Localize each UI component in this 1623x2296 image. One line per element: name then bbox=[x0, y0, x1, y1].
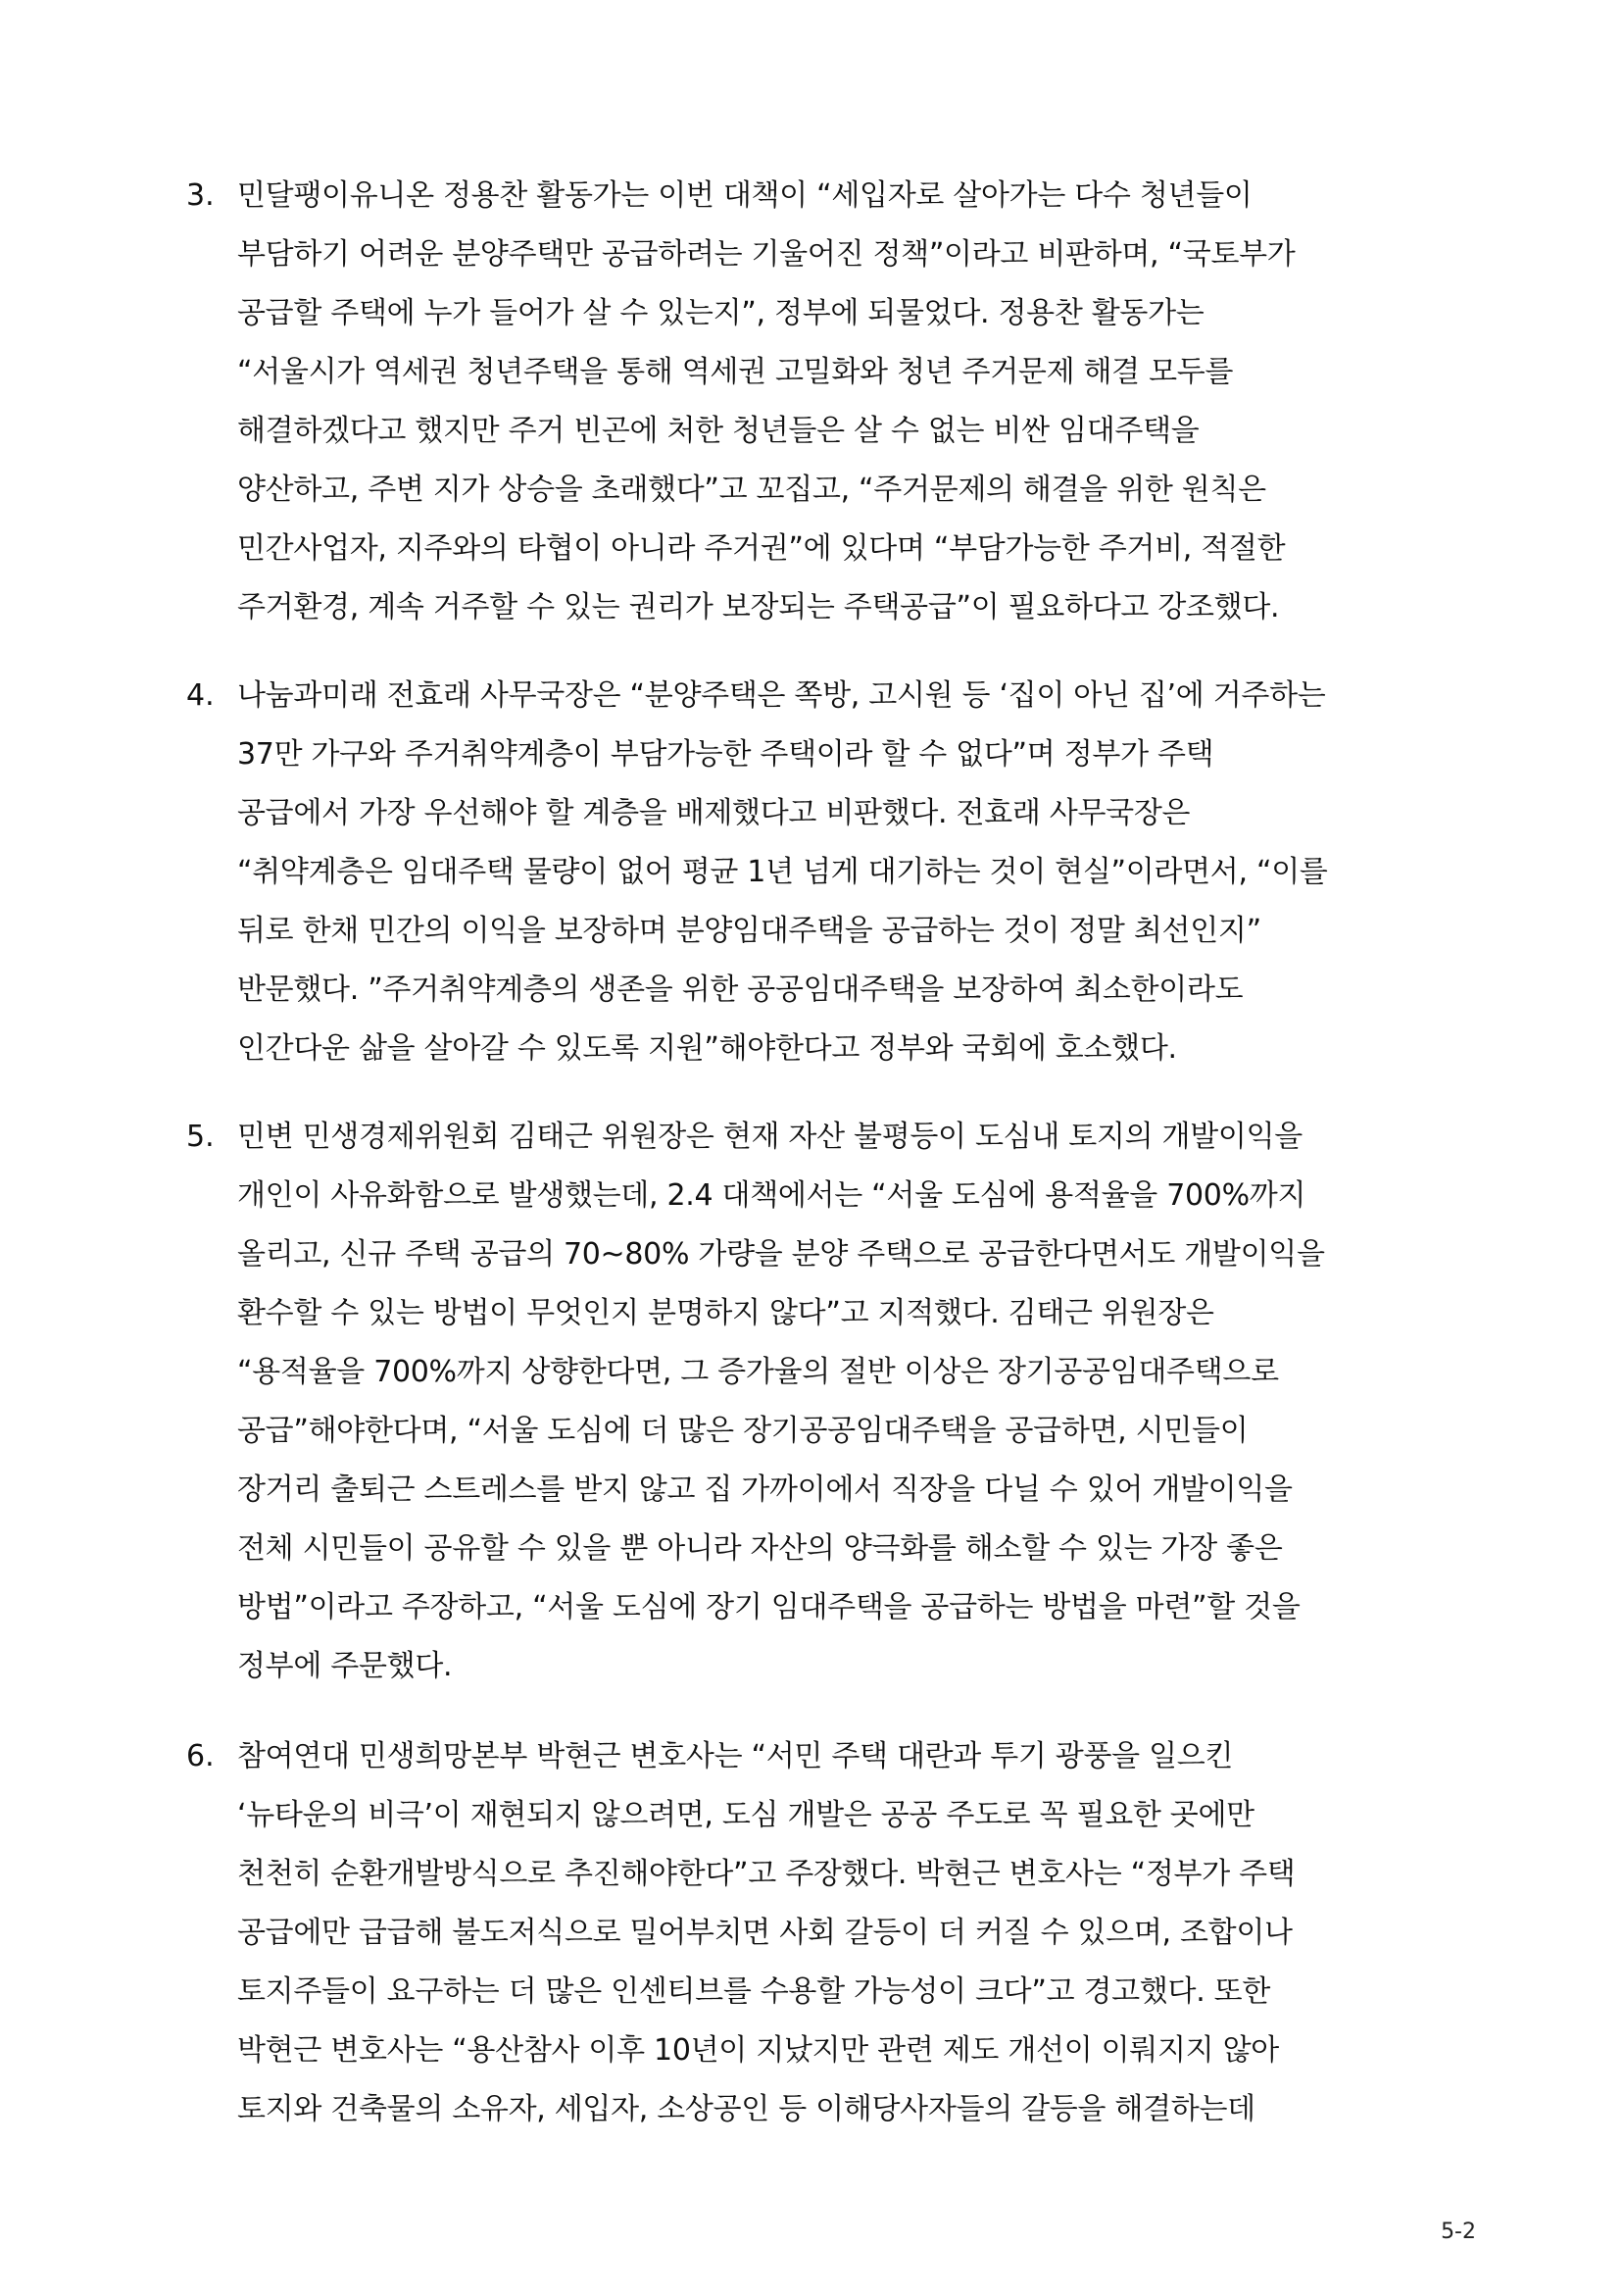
page-number: 5-2 bbox=[1441, 2220, 1476, 2244]
list-item-number: 4. bbox=[186, 678, 215, 713]
paragraph-line: 부담하기 어려운 분양주택만 공급하려는 기울어진 정책”이라고 비판하며, “국토부가 bbox=[237, 237, 1296, 272]
list-item-number: 3. bbox=[186, 178, 215, 213]
list-item-paragraph bbox=[237, 1727, 1296, 2139]
list-item-paragraph bbox=[237, 1108, 1325, 1696]
paragraph-line: “용적율을 700%까지 상향한다면, 그 증가율의 절반 이상은 장기공공임대주택으로 bbox=[237, 1355, 1279, 1389]
paragraph-line: 공급할 주택에 누가 들어가 살 수 있는지”, 정부에 되물었다. 정용찬 활동가는 bbox=[237, 296, 1205, 330]
paragraph-line: 토지주들이 요구하는 더 많은 인센티브를 수용할 가능성이 크다”고 경고했다. 또한 bbox=[237, 1974, 1271, 2009]
paragraph-line: “서울시가 역세권 청년주택을 통해 역세권 고밀화와 청년 주거문제 해결 모두를 bbox=[237, 355, 1234, 389]
paragraph-line: 반문했다. ”주거취약계층의 생존을 위한 공공임대주택을 보장하여 최소한이라도 bbox=[237, 973, 1244, 1007]
paragraph-line: 나눔과미래 전효래 사무국장은 “분양주택은 쪽방, 고시원 등 ‘집이 아닌 집’에 거주하는 bbox=[237, 678, 1326, 713]
paragraph-line: 인간다운 삶을 살아갈 수 있도록 지원”해야한다고 정부와 국회에 호소했다. bbox=[237, 1031, 1177, 1066]
paragraph-line: 민간사업자, 지주와의 타협이 아니라 주거권”에 있다며 “부담가능한 주거비, 적절한 bbox=[237, 531, 1286, 566]
paragraph-line: 주거환경, 계속 거주할 수 있는 권리가 보장되는 주택공급”이 필요하다고 강조했다. bbox=[237, 590, 1280, 624]
paragraph-line: 공급에서 가장 우선해야 할 계층을 배제했다고 비판했다. 전효래 사무국장은 bbox=[237, 796, 1191, 830]
paragraph-line: 민변 민생경제위원회 김태근 위원장은 현재 자산 불평등이 도심내 토지의 개발이익을 bbox=[237, 1120, 1303, 1154]
paragraph-line: 올리고, 신규 주택 공급의 70~80% 가량을 분양 주택으로 공급한다면서도 개발이익을 bbox=[237, 1237, 1325, 1272]
list-item-paragraph bbox=[237, 667, 1328, 1078]
paragraph-line: 참여연대 민생희망본부 박현근 변호사는 “서민 주택 대란과 투기 광풍을 일으킨 bbox=[237, 1739, 1234, 1773]
paragraph-line: 박현근 변호사는 “용산참사 이후 10년이 지났지만 관련 제도 개선이 이뤄지지 않아 bbox=[237, 2033, 1279, 2068]
paragraph-line: 개인이 사유화함으로 발생했는데, 2.4 대책에서는 “서울 도심에 용적율을 700%까지 bbox=[237, 1178, 1306, 1213]
paragraph-line: ‘뉴타운의 비극’이 재현되지 않으려면, 도심 개발은 공공 주도로 꼭 필요한 곳에만 bbox=[237, 1798, 1254, 1832]
paragraph-line: 해결하겠다고 했지만 주거 빈곤에 처한 청년들은 살 수 없는 비싼 임대주택을 bbox=[237, 414, 1200, 448]
paragraph-line: 민달팽이유니온 정용찬 활동가는 이번 대책이 “세입자로 살아가는 다수 청년들이 bbox=[237, 178, 1253, 213]
paragraph-line: 천천히 순환개발방식으로 추진해야한다”고 주장했다. 박현근 변호사는 “정부가 주택 bbox=[237, 1857, 1296, 1891]
list-item-paragraph bbox=[237, 167, 1296, 637]
paragraph-line: 정부에 주문했다. bbox=[237, 1649, 453, 1683]
paragraph-line: 전체 시민들이 공유할 수 있을 뿐 아니라 자산의 양극화를 해소할 수 있는 가장 좋은 bbox=[237, 1531, 1283, 1566]
paragraph-line: “취약계층은 임대주택 물량이 없어 평균 1년 넘게 대기하는 것이 현실”이라면서, “이를 bbox=[237, 855, 1328, 889]
paragraph-line: 환수할 수 있는 방법이 무엇인지 분명하지 않다”고 지적했다. 김태근 위원장은 bbox=[237, 1296, 1214, 1330]
list-item-number: 6. bbox=[186, 1739, 215, 1773]
paragraph-line: 양산하고, 주변 지가 상승을 초래했다”고 꼬집고, “주거문제의 해결을 위한 원칙은 bbox=[237, 473, 1266, 507]
paragraph-line: 37만 가구와 주거취약계층이 부담가능한 주택이라 할 수 없다”며 정부가 주택 bbox=[237, 737, 1214, 772]
paragraph-line: 공급”해야한다며, “서울 도심에 더 많은 장기공공임대주택을 공급하면, 시민들이 bbox=[237, 1414, 1249, 1448]
list-item-number: 5. bbox=[186, 1120, 215, 1154]
paragraph-line: 공급에만 급급해 불도저식으로 밀어부치면 사회 갈등이 더 커질 수 있으며, 조합이나 bbox=[237, 1916, 1293, 1950]
paragraph-line: 토지와 건축물의 소유자, 세입자, 소상공인 등 이해당사자들의 갈등을 해결하는데 bbox=[237, 2092, 1255, 2126]
paragraph-line: 뒤로 한채 민간의 이익을 보장하며 분양임대주택을 공급하는 것이 정말 최선인지” bbox=[237, 914, 1261, 948]
paragraph-line: 방법”이라고 주장하고, “서울 도심에 장기 임대주택을 공급하는 방법을 마련”할 것을 bbox=[237, 1590, 1301, 1624]
paragraph-line: 장거리 출퇴근 스트레스를 받지 않고 집 가까이에서 직장을 다닐 수 있어 개발이익을 bbox=[237, 1472, 1293, 1507]
